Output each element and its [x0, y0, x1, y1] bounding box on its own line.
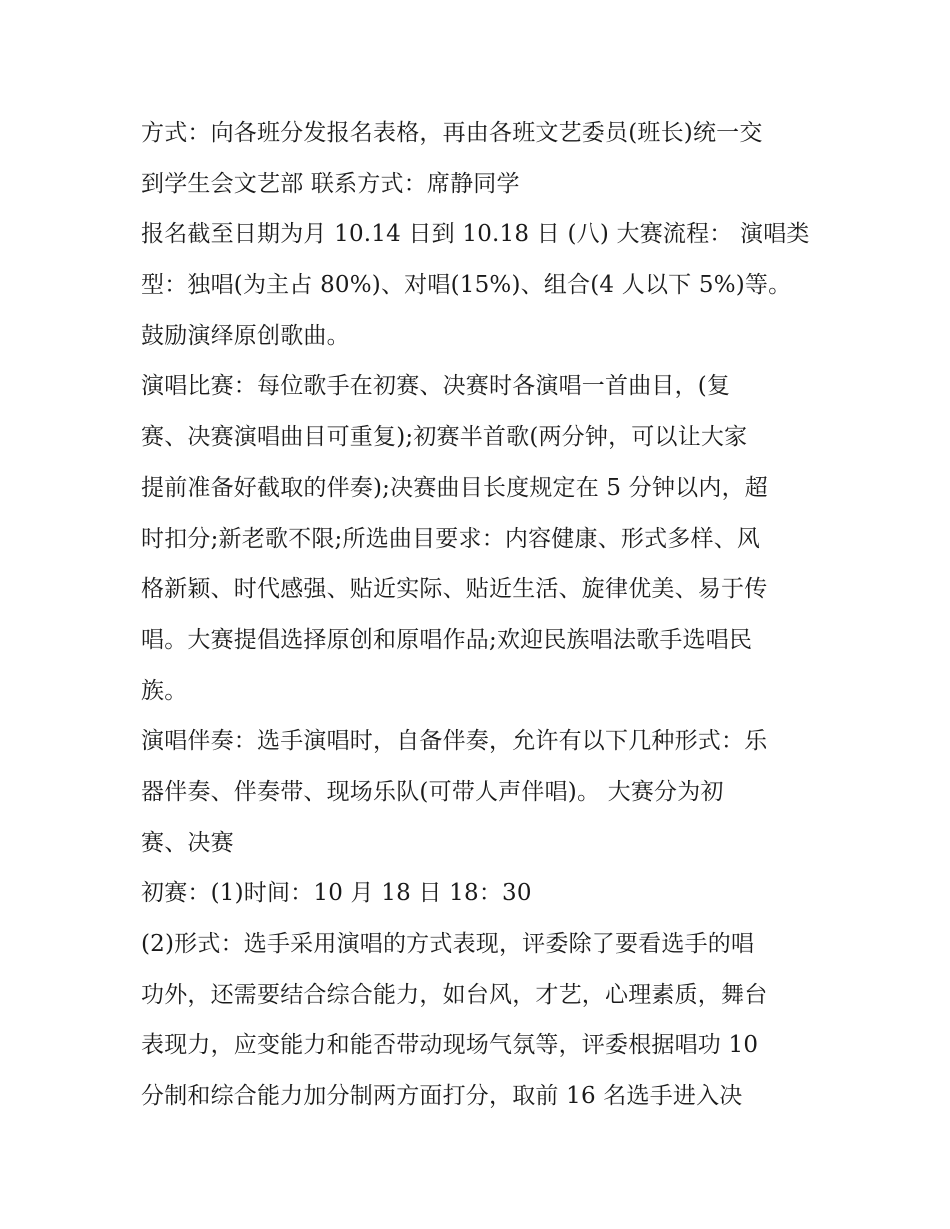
- text-line: 鼓励演绎原创歌曲。: [141, 322, 350, 349]
- text-line: 到学生会文艺部 联系方式：席静同学: [141, 170, 520, 197]
- text-line: 族。: [141, 677, 188, 704]
- text-line: 演唱比赛：每位歌手在初赛、决赛时各演唱一首曲目，(复: [141, 373, 731, 400]
- text-line: 初赛：(1)时间：10 月 18 日 18：30: [141, 880, 532, 907]
- text-line: 唱。大赛提倡选择原创和原唱作品;欢迎民族唱法歌手选唱民: [141, 626, 753, 653]
- text-line: (2)形式：选手采用演唱的方式表现，评委除了要看选手的唱: [141, 931, 755, 957]
- text-line: 格新颖、时代感强、贴近实际、贴近生活、旋律优美、易于传: [141, 576, 768, 603]
- text-line: 表现力，应变能力和能否带动现场气氛等，评委根据唱功 10: [141, 1032, 759, 1059]
- text-line: 报名截至日期为月 10.14 日到 10.18 日 (八) 大赛流程： 演唱类: [141, 221, 810, 248]
- text-line: 分制和综合能力加分制两方面打分，取前 16 名选手进入决: [141, 1083, 743, 1110]
- text-line: 时扣分;新老歌不限;所选曲目要求：内容健康、形式多样、风: [141, 525, 761, 552]
- text-line: 演唱伴奏：选手演唱时，自备伴奏，允许有以下几种形式：乐: [141, 728, 768, 755]
- text-line: 赛、决赛演唱曲目可重复);初赛半首歌(两分钟，可以让大家: [141, 424, 748, 451]
- document-body: [141, 108, 821, 1122]
- text-line: 赛、决赛: [141, 829, 234, 856]
- text-line: 功外，还需要结合综合能力，如台风，才艺，心理素质，舞台: [141, 981, 768, 1008]
- text-line: 型：独唱(为主占 80%)、对唱(15%)、组合(4 人以下 5%)等。: [141, 272, 792, 299]
- text-line: 器伴奏、伴奏带、现场乐队(可带人声伴唱)。 大赛分为初: [141, 778, 724, 805]
- text-line: 提前准备好截取的伴奏);决赛曲目长度规定在 5 分钟以内，超: [141, 474, 768, 501]
- text-line: 方式：向各班分发报名表格，再由各班文艺委员(班长)统一交: [141, 120, 763, 146]
